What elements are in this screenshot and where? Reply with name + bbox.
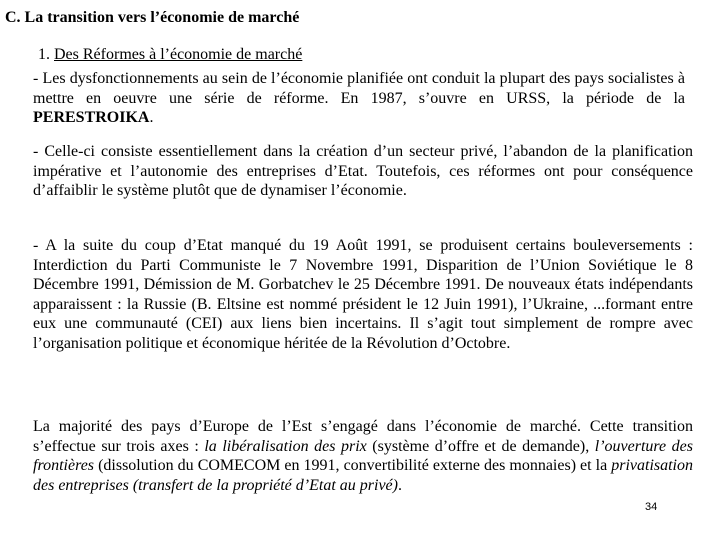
axis-ouverture: l’ouverture des frontières: [33, 437, 694, 474]
paragraph-text: - Les dysfonctionnements au sein de l’économie planifiée ont conduit la plupart des pays socialistes à mettre en oeuvre une série de réforme. En 1987, s’ouvre en URSS, la période de la: [33, 70, 685, 107]
paragraph-reforms: - Celle-ci consiste essentiellement dans la création d’un secteur privé, l’abandon de la planification impérative et l’autonomie des entreprises d’Etat. Toutefois, ces réformes ont pour conséquence d’affaiblir le système plutôt que de dynamiser l’économie.: [33, 143, 693, 199]
paragraph-intro: La majorité des pays d’Europe de l’Est s’engagé dans l’économie de marché. Cette transition s’effectue sur trois axes :: [33, 418, 693, 455]
paragraph-end: .: [397, 476, 402, 494]
page-title: C. La transition vers l’économie de marché: [5, 9, 300, 26]
paragraph-transition: [33, 417, 693, 495]
paragraph-perestroika: [33, 69, 685, 128]
paragraph-end: .: [149, 109, 154, 126]
section-heading: [38, 45, 302, 65]
axis-privatisation: privatisation des entreprises (transfert de la propriété d’Etat au privé): [33, 457, 693, 494]
section-number: 1.: [38, 46, 54, 63]
axis-detail-1: (système d’offre et de demande),: [366, 437, 595, 455]
paragraph-coup: - A la suite du coup d’Etat manqué du 19 Août 1991, se produisent certains bouleversements : Interdiction du Parti Communiste le 7 Novembre 1991, Disparition de l’Union Soviétique le 8 Décembre 1991, Démission de M. Gorbatchev le 25 Décembre 1991. De nouveaux états indépendants apparaissent : la Russie (B. Eltsine est nommé président le 12 Juin 1991), l’Ukraine, ...formant entre eux une communauté (CEI) aux liens bien incertains. Il s’agit tout simplement de rompre avec l’organisation politique et économique héritée de la Révolution d’Octobre.: [33, 237, 693, 352]
perestroika-term: PERESTROIKA: [33, 109, 150, 126]
axis-liberalisation: la libéralisation des prix: [204, 437, 367, 455]
page-number: 34: [645, 501, 658, 513]
axis-detail-2: (dissolution du COMECOM en 1991, convertibilité externe des monnaies) et la: [94, 457, 612, 474]
section-title: Des Réformes à l’économie de marché: [54, 46, 303, 63]
